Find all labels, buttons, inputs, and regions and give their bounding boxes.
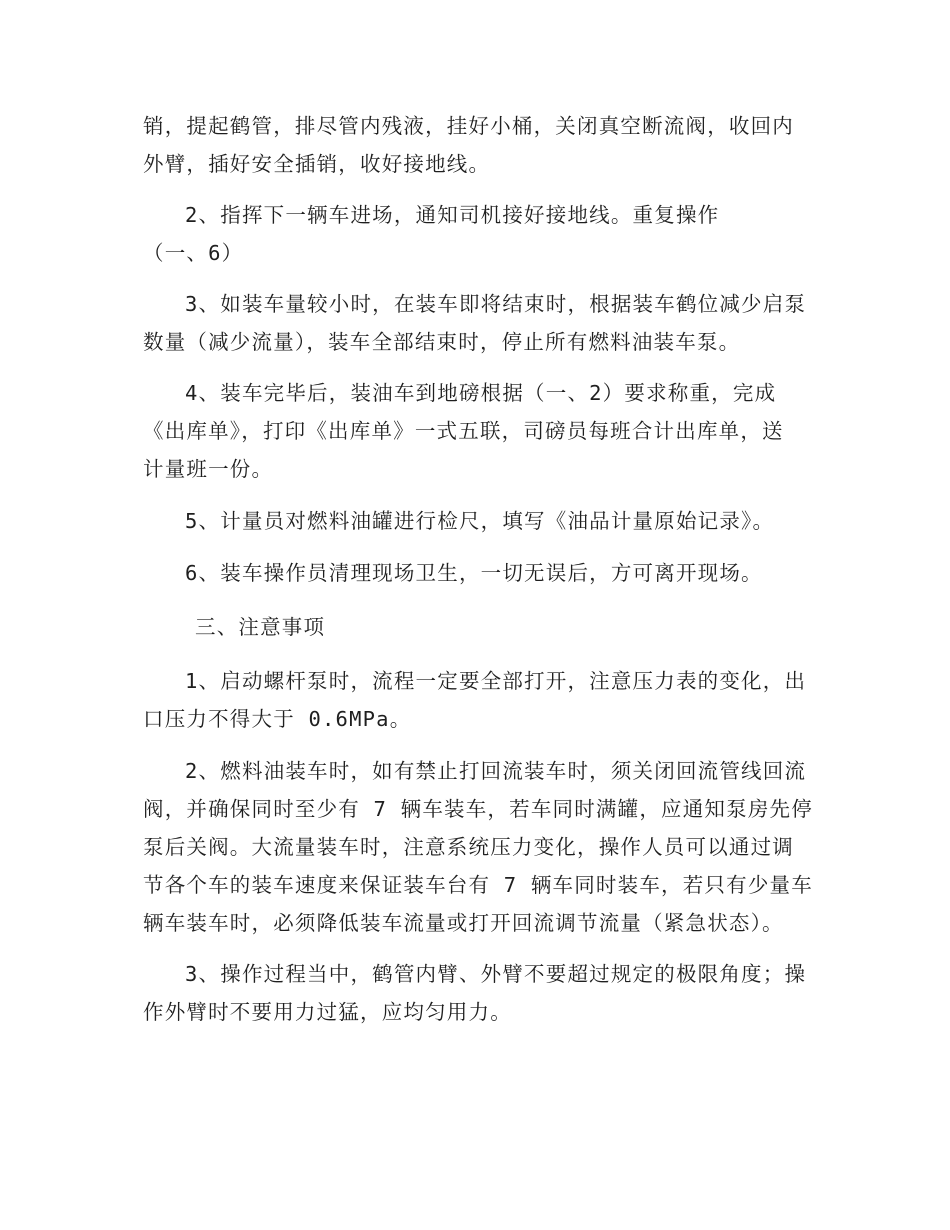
paragraph-step-4-line-3: 计量班一份。 bbox=[143, 457, 274, 481]
paragraph-note-2-line-5: 辆车装车时，必须降低装车流量或打开回流调节流量（紧急状态）。 bbox=[143, 911, 784, 935]
paragraph-note-3-line-1: 3、操作过程当中，鹤管内臂、外臂不要超过规定的极限角度；操 bbox=[185, 962, 807, 986]
paragraph-note-2-line-3: 泵后关阀。大流量装车时，注意系统压力变化，操作人员可以通过调 bbox=[143, 835, 794, 859]
paragraph-intro-line-2: 外臂，插好安全插销，收好接地线。 bbox=[143, 152, 491, 176]
paragraph-note-2-line-1: 2、燃料油装车时，如有禁止打回流装车时，须关闭回流管线回流 bbox=[185, 759, 807, 783]
paragraph-step-2-line-2: （一、6） bbox=[143, 241, 244, 265]
paragraph-step-2-line-1: 2、指挥下一辆车进场，通知司机接好接地线。重复操作 bbox=[185, 203, 720, 227]
paragraph-step-3-line-1: 3、如装车量较小时，在装车即将结束时，根据装车鹤位减少启泵 bbox=[185, 292, 807, 316]
paragraph-note-3-line-2: 作外臂时不要用力过猛，应均匀用力。 bbox=[143, 1000, 512, 1024]
paragraph-note-2-line-4: 节各个车的装车速度来保证装车台有 7 辆车同时装车，若只有少量车 bbox=[143, 873, 813, 897]
paragraph-note-2-line-2: 阀，并确保同时至少有 7 辆车装车，若车同时满罐，应通知泵房先停 bbox=[143, 797, 813, 821]
paragraph-intro-line-1: 销，提起鹤管，排尽管内残液，挂好小桶，关闭真空断流阀，收回内 bbox=[143, 114, 794, 138]
paragraph-step-3-line-2: 数量（减少流量），装车全部结束时，停止所有燃料油装车泵。 bbox=[143, 330, 741, 354]
section-heading-precautions: 三、注意事项 bbox=[195, 615, 326, 639]
paragraph-step-4-line-1: 4、装车完毕后，装油车到地磅根据（一、2）要求称重，完成 bbox=[185, 381, 777, 405]
paragraph-step-6-line-1: 6、装车操作员清理现场卫生，一切无误后，方可离开现场。 bbox=[185, 561, 763, 585]
paragraph-step-4-line-2: 《出库单》，打印《出库单》一式五联，司磅员每班合计出库单，送 bbox=[143, 419, 784, 443]
paragraph-step-5-line-1: 5、计量员对燃料油罐进行检尺，填写《油品计量原始记录》。 bbox=[185, 509, 775, 533]
paragraph-note-1-line-1: 1、启动螺杆泵时，流程一定要全部打开，注意压力表的变化，出 bbox=[185, 669, 807, 693]
paragraph-note-1-line-2: 口压力不得大于 0.6MPa。 bbox=[143, 707, 412, 731]
